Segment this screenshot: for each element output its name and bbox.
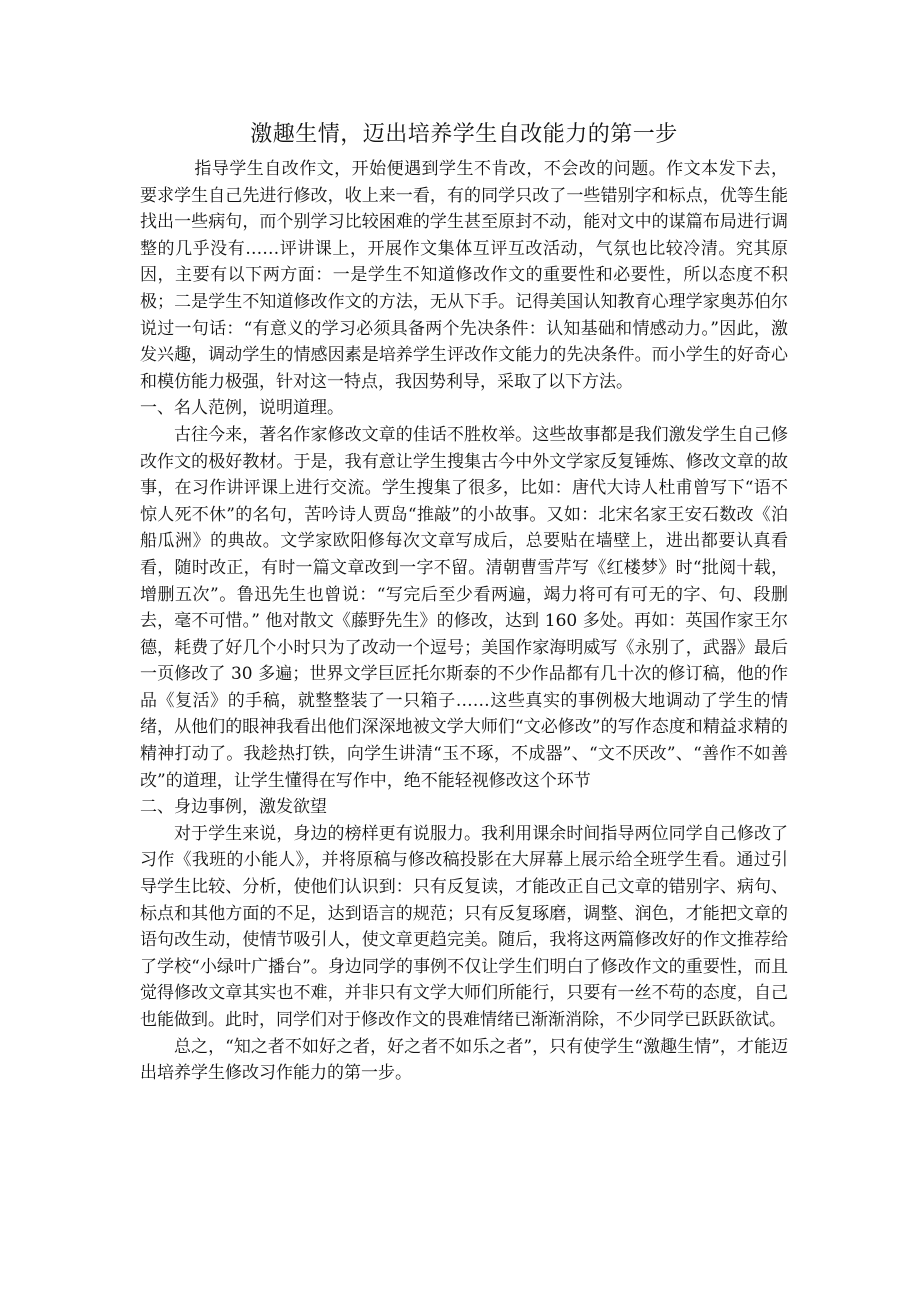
intro-paragraph: 指导学生自改作文，开始便遇到学生不肯改，不会改的问题。作文本发下去，要求学生自己先进行修改，收上来一看，有的同学只改了一些错别字和标点，优等生能找出一些病句，而个别学习比较困难的学生甚至原封不动，能对文中的谋篇布局进行调整的几乎没有……评讲课上，开展作文集体互评互改活动，气氛也比较冷清。究其原因，主要有以下两方面：一是学生不知道修改作文的重要性和必要性，所以态度不积极；二是学生不知道修改作文的方法，无从下手。记得美国认知教育心理学家奥苏伯尔说过一句话：“有意义的学习必须具备两个先决条件：认知基础和情感动力。”因此，激发兴趣，调动学生的情感因素是培养学生评改作文能力的先决条件。而小学生的好奇心和模仿能力极强，针对这一特点，我因势利导，采取了以下方法。 xyxy=(140,159,788,392)
document-body xyxy=(140,118,788,1087)
section-2-paragraph: 对于学生来说，身边的榜样更有说服力。我利用课余时间指导两位同学自己修改了习作《我班的小能人》，并将原稿与修改稿投影在大屏幕上展示给全班学生看。通过引导学生比较、分析，使他们认识到：只有反复读，才能改正自己文章的错别字、病句、标点和其他方面的不足，达到语言的规范；只有反复琢磨，调整、润色，才能把文章的语句改生动，使情节吸引人，使文章更趋完美。随后，我将这两篇修改好的作文推荐给了学校“小绿叶广播台”。身边同学的事例不仅让学生们明白了修改作文的重要性，而且觉得修改文章其实也不难，并非只有文学大师们所能行，只要有一丝不苟的态度，自己也能做到。此时，同学们对于修改作文的畏难情绪已渐渐消除，不少同学已跃跃欲试。 xyxy=(140,823,788,1030)
section-2-heading: 二、身边事例，激发欲望 xyxy=(140,797,327,818)
document-title: 激趣生情，迈出培养学生自改能力的第一步 xyxy=(250,122,678,147)
section-1-paragraph: 古往今来，著名作家修改文章的佳话不胜枚举。这些故事都是我们激发学生自己修改作文的极好教材。于是，我有意让学生搜集古今中外文学家反复锤炼、修改文章的故事，在习作讲评课上进行交流。学生搜集了很多，比如：唐代大诗人杜甫曾写下“语不惊人死不休”的名句，苦吟诗人贾岛“推敲”的小故事。又如：北宋名家王安石数改《泊船瓜洲》的典故。文学家欧阳修每次文章写成后，总要贴在墙壁上，进出都要认真看看，随时改正，有时一篇文章改到一字不留。清朝曹雪芹写《红楼梦》时“批阅十载，增删五次”。鲁迅先生也曾说：“写完后至少看两遍，竭力将可有可无的字、句、段删去，毫不可惜。” 他对散文《藤野先生》的修改，达到 160 多处。再如：英国作家王尔德，耗费了好几个小时只为了改动一个逗号；美国作家海明威写《永别了，武器》最后一页修改了 30 多遍；世界文学巨匠托尔斯泰的不少作品都有几十次的修订稿，他的作品《复活》的手稿，就整整装了一只箱子……这些真实的事例极大地调动了学生的情绪，从他们的眼神我看出他们深深地被文学大师们“文必修改”的写作态度和精益求精的精神打动了。我趁热打铁，向学生讲清“玉不琢，不成器”、“文不厌改”、“善作不如善改”的道理，让学生懂得在写作中，绝不能轻视修改这个环节 xyxy=(140,424,788,791)
conclusion-paragraph: 总之，“知之者不如好之者，好之者不如乐之者”，只有使学生“激趣生情”，才能迈出培养学生修改习作能力的第一步。 xyxy=(140,1036,788,1084)
section-1-heading: 一、名人范例，说明道理。 xyxy=(140,398,344,419)
